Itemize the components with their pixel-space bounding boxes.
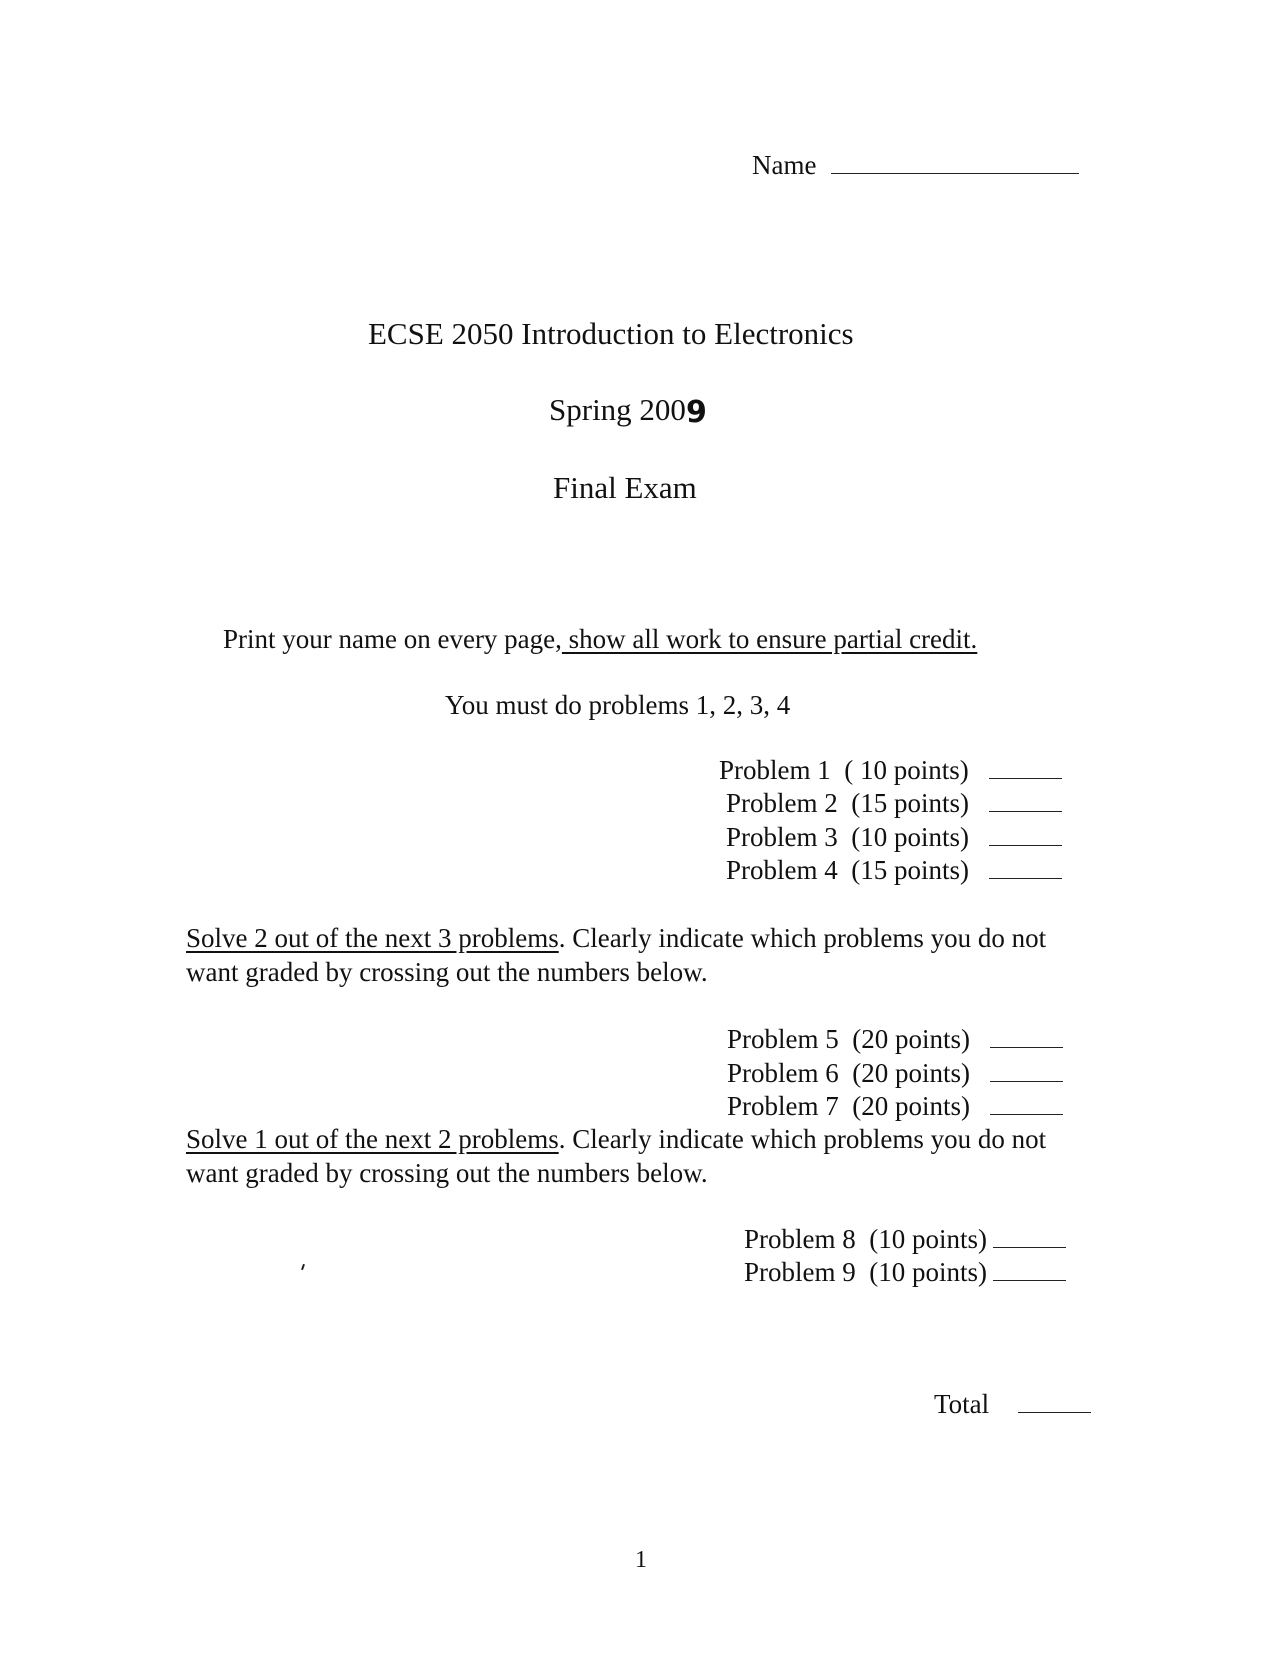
section3-underlined: Solve 1 out of the next 2 problems [186, 1124, 559, 1154]
section2-instruction [186, 921, 1096, 989]
stray-pen-mark [301, 1264, 305, 1270]
problem-points: ( 10 points) [844, 755, 969, 785]
name-field[interactable] [752, 152, 1079, 179]
score-blank[interactable] [990, 1114, 1063, 1115]
problem-row-6 [727, 1060, 1063, 1087]
total-label: Total [934, 1389, 990, 1419]
name-blank[interactable] [831, 173, 1079, 174]
name-label: Name [752, 150, 817, 180]
problem-label: Problem 5 [727, 1024, 839, 1054]
term-text: Spring 200 [549, 392, 686, 427]
page-number: 1 [635, 1547, 647, 1573]
problem-row-8 [744, 1226, 1066, 1253]
problem-label: Problem 6 [727, 1058, 839, 1088]
problem-label: Problem 7 [727, 1091, 839, 1121]
must-do-instruction: You must do problems 1, 2, 3, 4 [445, 690, 791, 720]
problem-label: Problem 2 [726, 788, 838, 818]
problem-row-5 [727, 1026, 1063, 1053]
problem-row-3 [726, 824, 1062, 851]
problem-points: (15 points) [851, 855, 969, 885]
exam-type: Final Exam [553, 470, 697, 505]
print-name-text: Print your name on every page, [223, 624, 562, 654]
problem-row-1 [719, 757, 1062, 784]
print-name-instruction [223, 626, 977, 653]
problem-points: (15 points) [851, 788, 969, 818]
score-blank[interactable] [990, 1047, 1063, 1048]
total-blank[interactable] [1018, 1412, 1091, 1413]
problem-row-7 [727, 1093, 1063, 1120]
handwritten-year-digit: 9 [685, 395, 707, 430]
section3-text: . Clearly indicate which problems you do not want graded by crossing out the numbers below. [186, 1124, 1047, 1188]
score-blank[interactable] [989, 778, 1062, 779]
score-blank[interactable] [989, 845, 1062, 846]
score-blank[interactable] [993, 1247, 1066, 1248]
problem-points: (10 points) [869, 1257, 987, 1287]
problem-points: (10 points) [869, 1224, 987, 1254]
problem-row-4 [726, 857, 1062, 884]
section3-instruction [186, 1122, 1096, 1190]
problem-label: Problem 4 [726, 855, 838, 885]
problem-row-2 [726, 790, 1062, 817]
problem-label: Problem 3 [726, 822, 838, 852]
problem-label: Problem 1 [719, 755, 831, 785]
problem-label: Problem 9 [744, 1257, 856, 1287]
score-blank[interactable] [993, 1280, 1066, 1281]
problem-points: (10 points) [851, 822, 969, 852]
section2-underlined: Solve 2 out of the next 3 problems [186, 923, 559, 953]
score-blank[interactable] [989, 811, 1062, 812]
problem-points: (20 points) [852, 1091, 970, 1121]
total-row [934, 1391, 1091, 1418]
problem-row-9 [744, 1259, 1066, 1286]
score-blank[interactable] [990, 1081, 1063, 1082]
show-work-text: show all work to ensure partial credit. [561, 624, 978, 654]
course-title: ECSE 2050 Introduction to Electronics [368, 316, 854, 351]
exam-term [549, 392, 707, 430]
section2-text: . Clearly indicate which problems you do not want graded by crossing out the numbers below. [186, 923, 1047, 987]
problem-points: (20 points) [852, 1024, 970, 1054]
problem-label: Problem 8 [744, 1224, 856, 1254]
problem-points: (20 points) [852, 1058, 970, 1088]
score-blank[interactable] [989, 878, 1062, 879]
